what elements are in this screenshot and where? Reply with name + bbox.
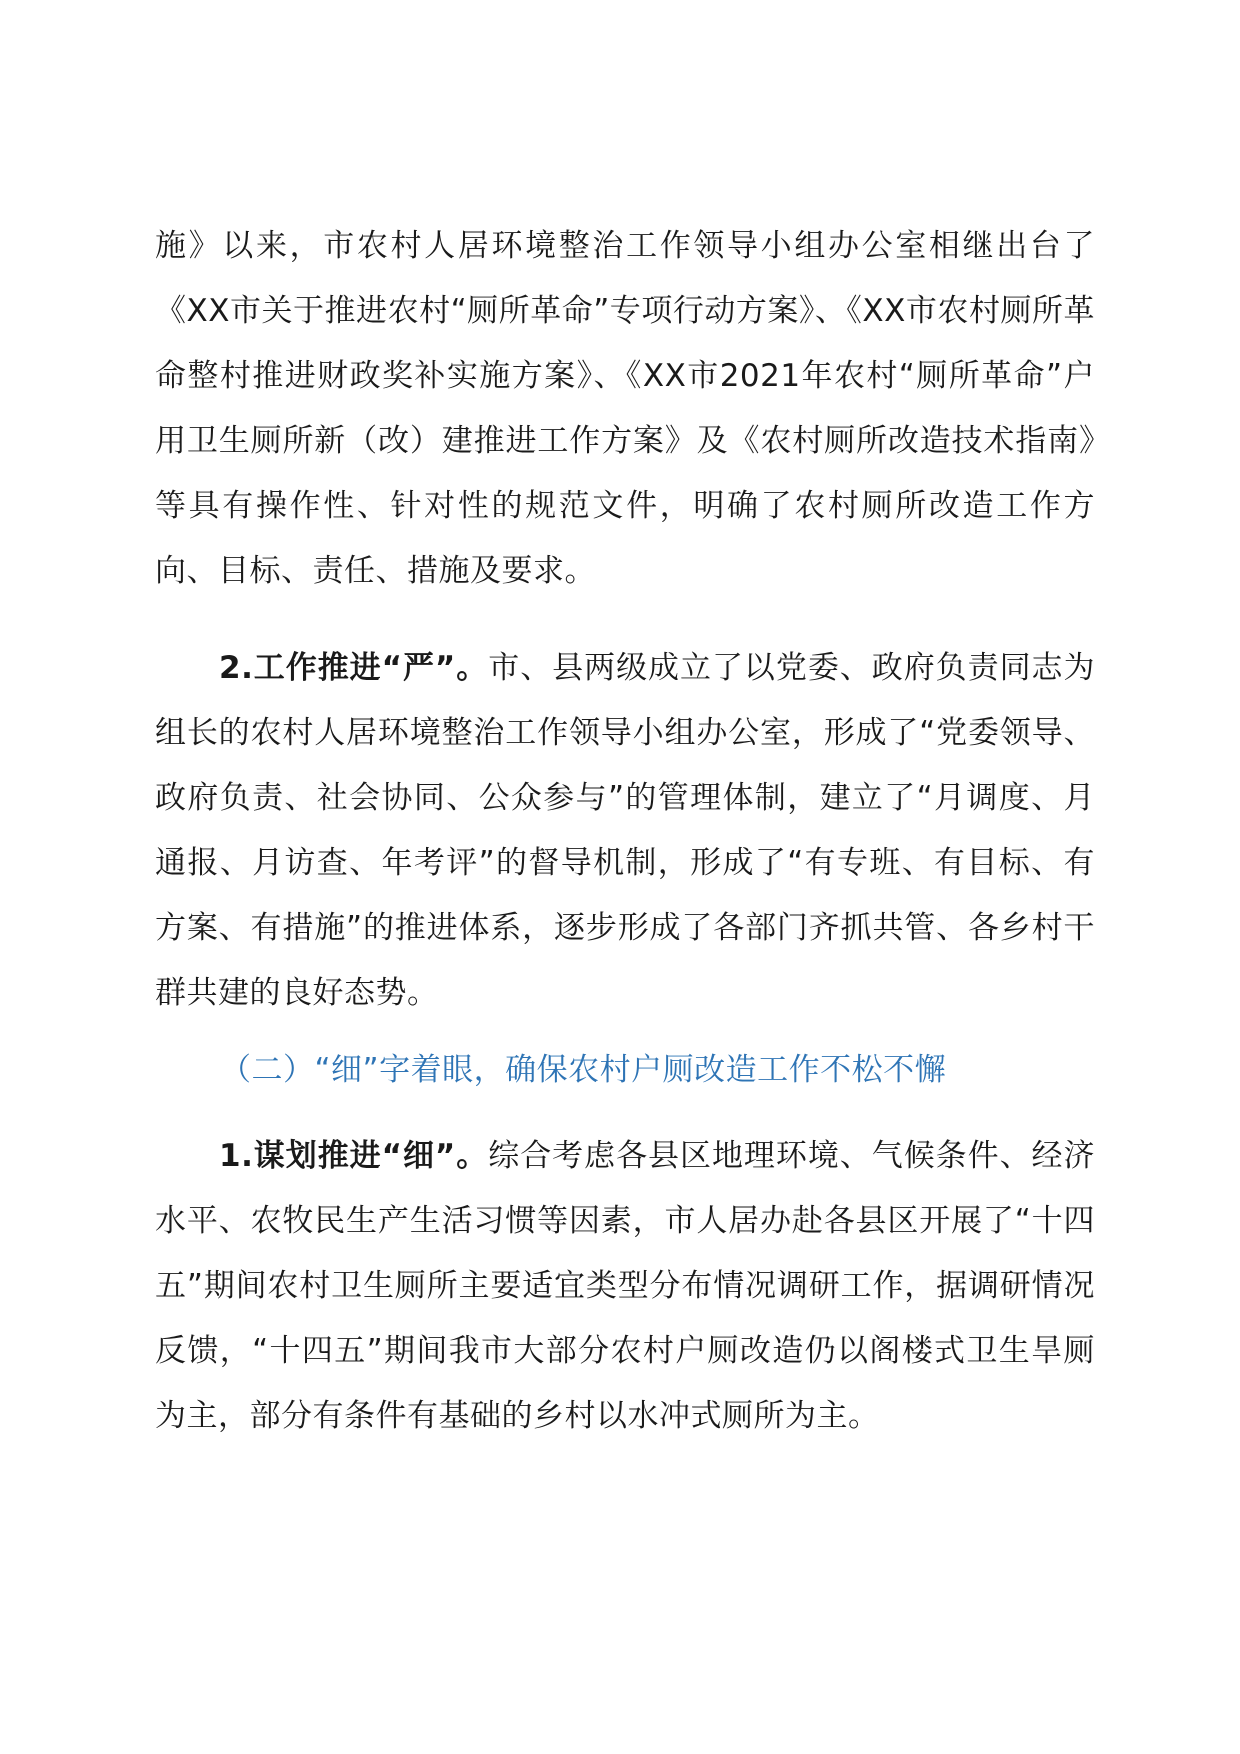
paragraph-planning-detailed <box>155 1124 1095 1449</box>
paragraph-text: 市、县两级成立了以党委、政府负责同志为组长的农村人居环境整治工作领导小组办公室，形成了“党委领导、政府负责、社会协同、公众参与”的管理体制，建立了“月调度、月通报、月访查、年考评”的督导机制，形成了“有专班、有目标、有方案、有措施”的推进体系，逐步形成了各部门齐抓共管、各乡村干群共建的良好态势。 <box>155 650 1096 1011</box>
paragraph-work-progress-strict <box>155 636 1095 1026</box>
section-heading: （二）“细”字着眼，确保农村户厕改造工作不松不懈 <box>220 1052 947 1088</box>
paragraph-text: 施》以来，市农村人居环境整治工作领导小组办公室相继出台了《XX市关于推进农村“厕所革命”专项行动方案》、《XX市农村厕所革命整村推进财政奖补实施方案》、《XX市2021年农村“厕所革命”户用卫生厕所新（改）建推进工作方案》及《农村厕所改造技术指南》等具有操作性、针对性的规范文件，明确了农村厕所改造工作方向、目标、责任、措施及要求。 <box>155 228 1095 589</box>
paragraph-text: 综合考虑各县区地理环境、气候条件、经济水平、农牧民生产生活习惯等因素，市人居办赴各县区开展了“十四五”期间农村卫生厕所主要适宜类型分布情况调研工作，据调研情况反馈，“十四五”期间我市大部分农村户厕改造仍以阁楼式卫生旱厕为主，部分有条件有基础的乡村以水冲式厕所为主。 <box>155 1138 1096 1434</box>
paragraph-lead-title: 2.工作推进“严”。 <box>219 650 489 686</box>
paragraph-continuation <box>155 214 1095 604</box>
paragraph-lead-title: 1.谋划推进“细”。 <box>219 1138 489 1174</box>
